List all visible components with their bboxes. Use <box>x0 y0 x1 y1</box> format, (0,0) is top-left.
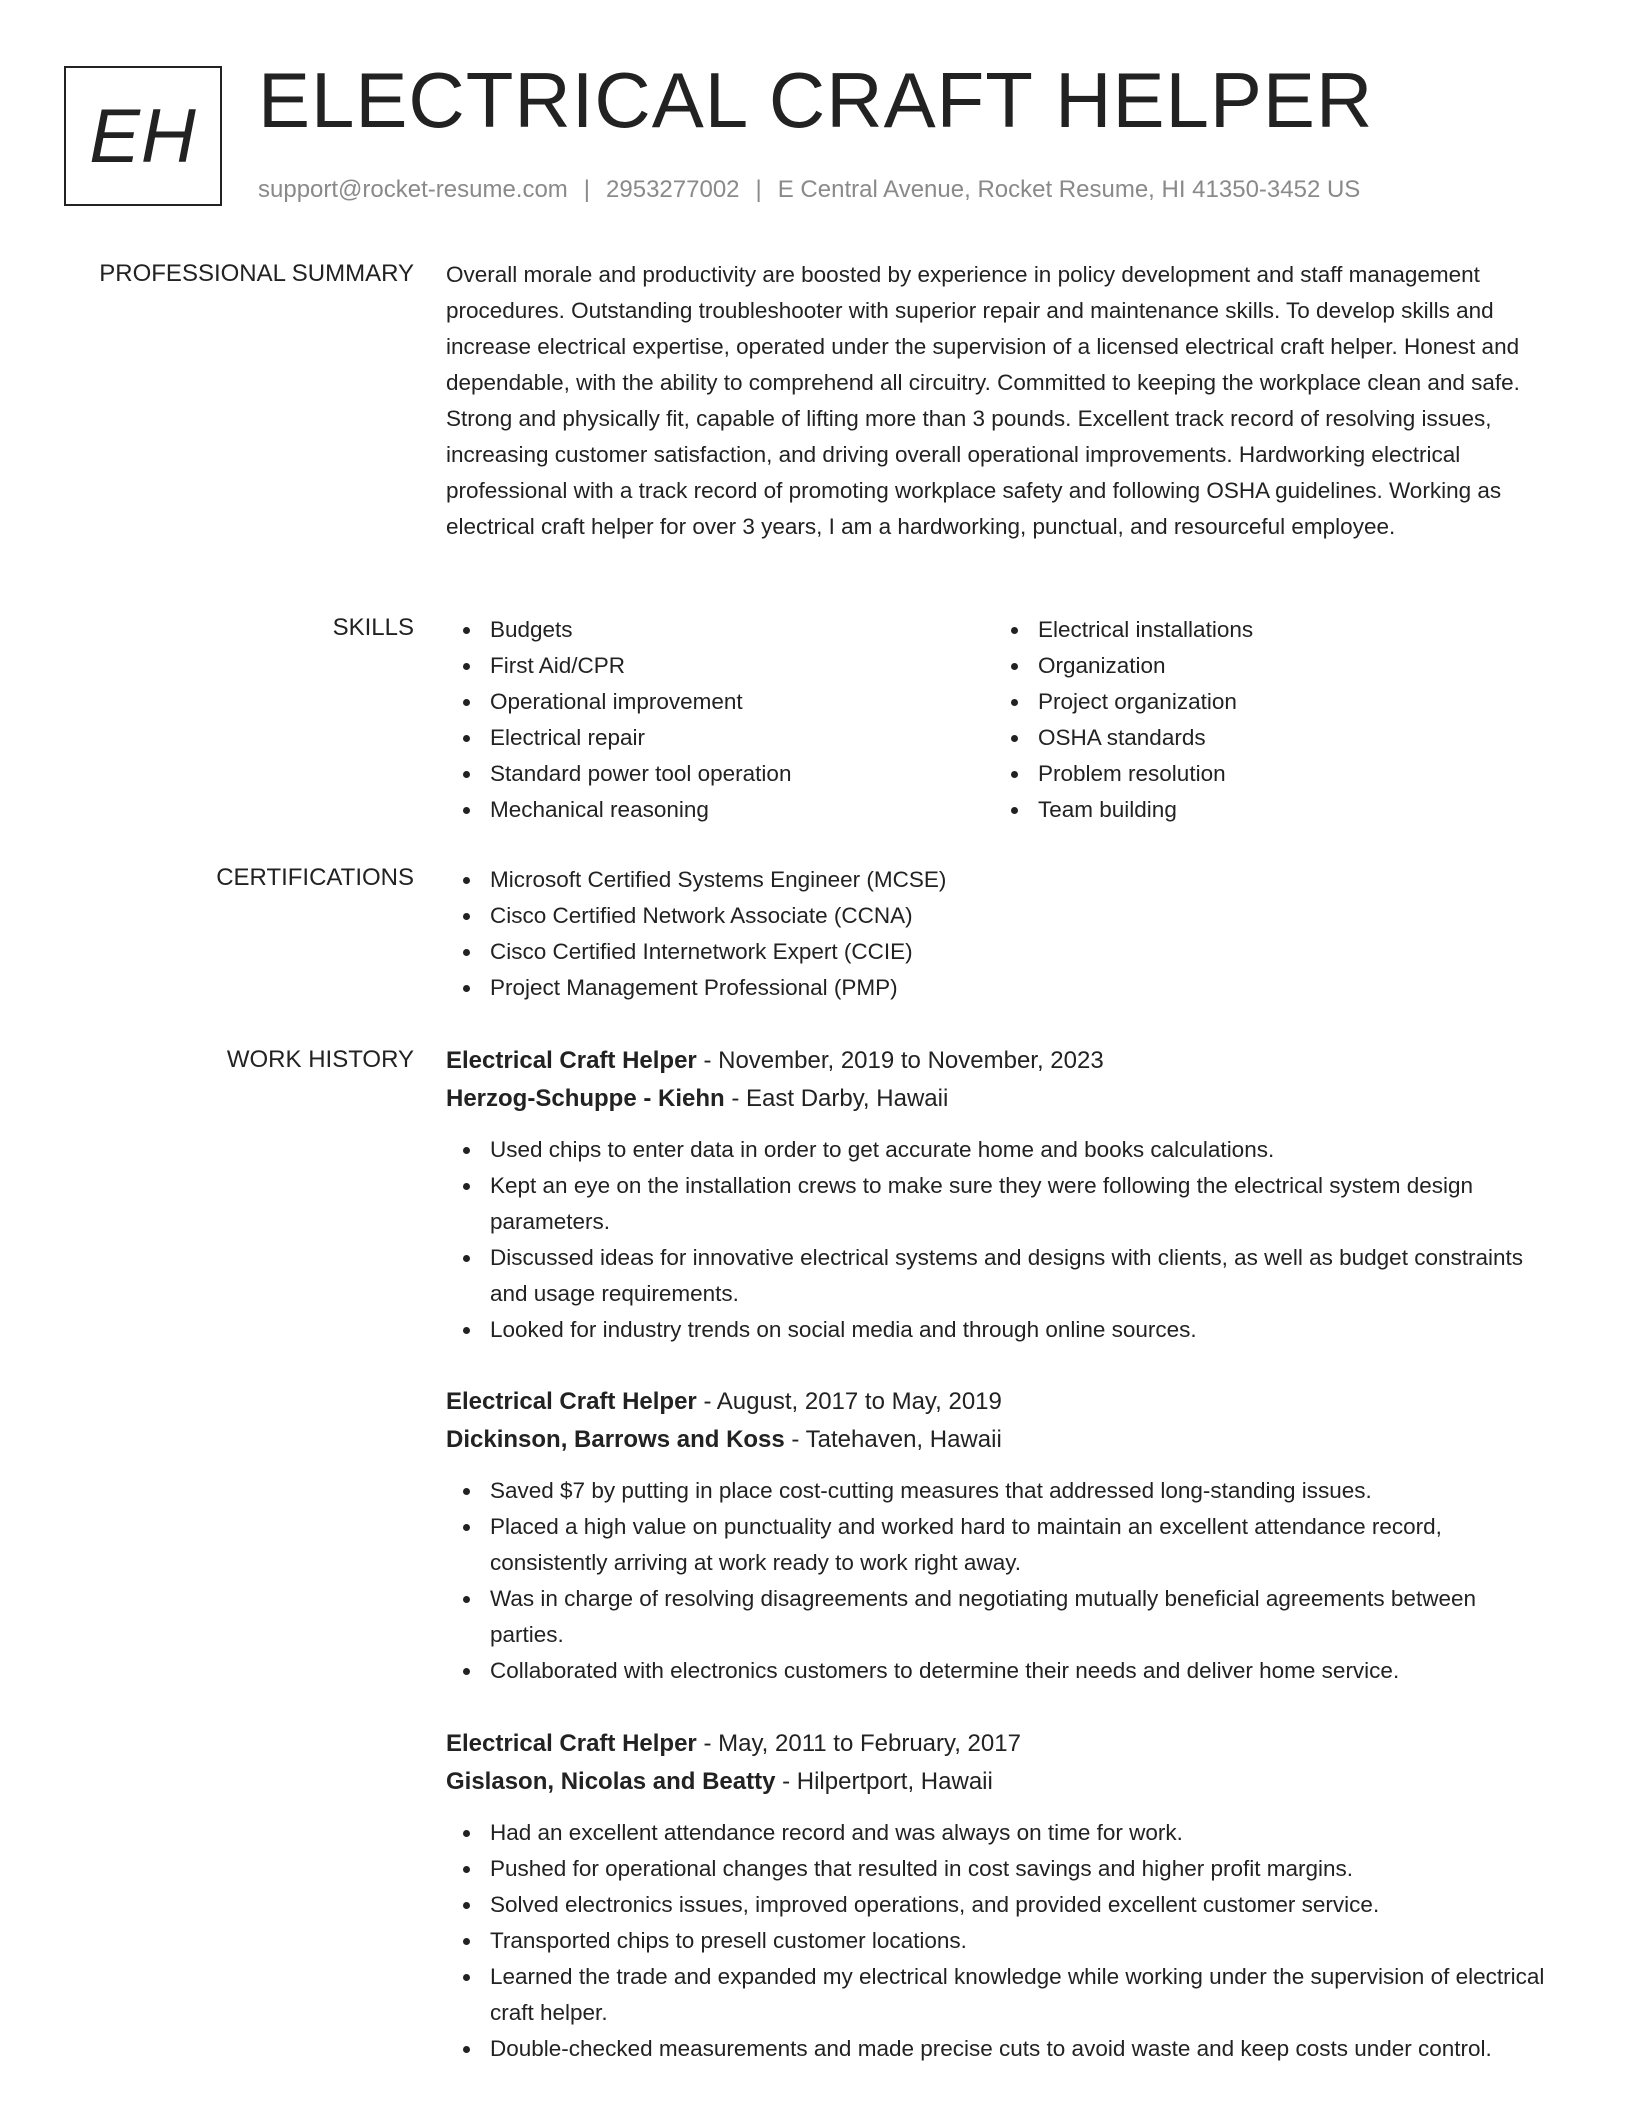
job-location: - Hilpertport, Hawaii <box>775 1768 993 1795</box>
section-label-skills: SKILLS <box>332 614 414 641</box>
summary-text: Overall morale and productivity are boosted by experience in policy development and staff management procedures. Outstanding troubleshooter with superior repair and maintenance skills. To develop skills and increase electrical expertise, operated under the supervision of a licensed electrical craft helper. Honest and dependable, with the ability to comprehend all circuitry. Committed to keeping the workplace clean and safe. Strong and physically fit, capable of lifting more than 3 pounds. Excellent track record of resolving issues, increasing customer satisfaction, and driving overall operational improvements. Hardworking electrical professional with a track record of promoting workplace safety and following OSHA guidelines. Working as electrical craft helper for over 3 years, I am a hardworking, punctual, and resourceful employee. <box>446 262 1520 539</box>
contact-email[interactable]: support@rocket-resume.com <box>258 176 568 203</box>
certification-item: Cisco Certified Network Associate (CCNA) <box>446 898 1556 934</box>
skills-list-left <box>446 612 994 828</box>
skill-item: Project organization <box>994 684 1542 720</box>
job-bullet: Had an excellent attendance record and was always on time for work. <box>446 1815 1556 1851</box>
job-company-line <box>446 1080 1556 1118</box>
job-bullet: Was in charge of resolving disagreements and negotiating mutually beneficial agreements between parties. <box>446 1581 1556 1653</box>
contact-phone[interactable]: 2953277002 <box>606 176 740 203</box>
skill-item: Team building <box>994 792 1542 828</box>
job-bullet: Used chips to enter data in order to get accurate home and books calculations. <box>446 1132 1556 1168</box>
job-location: - Tatehaven, Hawaii <box>784 1426 1002 1453</box>
job-title-line <box>446 1042 1556 1080</box>
skill-item: Electrical installations <box>994 612 1542 648</box>
skills-list-right <box>994 612 1542 828</box>
certifications-section <box>446 862 1556 1006</box>
job-bullet: Looked for industry trends on social media and through online sources. <box>446 1312 1556 1348</box>
skill-item: Operational improvement <box>446 684 994 720</box>
job-bullet: Kept an eye on the installation crews to make sure they were following the electrical system design parameters. <box>446 1168 1556 1240</box>
skill-item: Organization <box>994 648 1542 684</box>
skill-item: First Aid/CPR <box>446 648 994 684</box>
job-bullet: Placed a high value on punctuality and worked hard to maintain an excellent attendance record, consistently arriving at work ready to work right away. <box>446 1509 1556 1581</box>
certification-item: Microsoft Certified Systems Engineer (MCSE) <box>446 862 1556 898</box>
summary-section <box>446 257 1556 545</box>
job-bullet: Collaborated with electronics customers to determine their needs and deliver home service. <box>446 1653 1556 1689</box>
job-entry <box>446 1383 1556 1689</box>
certification-item: Project Management Professional (PMP) <box>446 970 1556 1006</box>
job-title-line <box>446 1383 1556 1421</box>
contact-address: E Central Avenue, Rocket Resume, HI 41350-3452 US <box>777 176 1361 203</box>
job-bullet: Double-checked measurements and made precise cuts to avoid waste and keep costs under control. <box>446 2031 1556 2067</box>
contact-separator: | <box>755 176 762 203</box>
job-title: Electrical Craft Helper <box>446 1730 697 1757</box>
job-bullet: Learned the trade and expanded my electrical knowledge while working under the supervision of electrical craft helper. <box>446 1959 1556 2031</box>
job-dates: - November, 2019 to November, 2023 <box>696 1047 1104 1074</box>
section-label-summary: PROFESSIONAL SUMMARY <box>99 260 414 287</box>
job-bullets <box>446 1473 1556 1689</box>
contact-line <box>258 174 1360 206</box>
job-bullet: Transported chips to presell customer locations. <box>446 1923 1556 1959</box>
resume-title: ELECTRICAL CRAFT HELPER <box>258 56 1374 144</box>
section-label-work-history: WORK HISTORY <box>226 1046 414 1073</box>
contact-separator: | <box>583 176 591 203</box>
job-dates: - August, 2017 to May, 2019 <box>696 1388 1002 1415</box>
job-entry <box>446 1725 1556 2067</box>
job-bullets <box>446 1132 1556 1348</box>
job-dates: - May, 2011 to February, 2017 <box>696 1730 1021 1757</box>
job-company: Herzog-Schuppe - Kiehn <box>446 1085 725 1112</box>
certifications-list <box>446 862 1556 1006</box>
job-bullet: Saved $7 by putting in place cost-cutting measures that addressed long-standing issues. <box>446 1473 1556 1509</box>
certification-item: Cisco Certified Internetwork Expert (CCIE) <box>446 934 1556 970</box>
job-bullet: Pushed for operational changes that resulted in cost savings and higher profit margins. <box>446 1851 1556 1887</box>
job-title: Electrical Craft Helper <box>446 1388 697 1415</box>
job-title-line <box>446 1725 1556 1763</box>
monogram-logo: EH <box>64 66 222 206</box>
job-bullet: Discussed ideas for innovative electrical systems and designs with clients, as well as budget constraints and usage requirements. <box>446 1240 1556 1312</box>
skill-item: Standard power tool operation <box>446 756 994 792</box>
job-company: Dickinson, Barrows and Koss <box>446 1426 785 1453</box>
skills-grid <box>446 612 1556 828</box>
skill-item: Budgets <box>446 612 994 648</box>
job-company-line <box>446 1763 1556 1801</box>
job-bullets <box>446 1815 1556 2067</box>
job-title: Electrical Craft Helper <box>446 1047 697 1074</box>
section-label-certifications: CERTIFICATIONS <box>216 864 414 891</box>
job-location: - East Darby, Hawaii <box>724 1085 949 1112</box>
job-entry <box>446 1042 1556 1348</box>
skill-item: OSHA standards <box>994 720 1542 756</box>
skill-item: Mechanical reasoning <box>446 792 994 828</box>
skill-item: Electrical repair <box>446 720 994 756</box>
skills-section <box>446 612 1556 828</box>
job-company-line <box>446 1421 1556 1459</box>
job-company: Gislason, Nicolas and Beatty <box>446 1768 776 1795</box>
job-bullet: Solved electronics issues, improved operations, and provided excellent customer service. <box>446 1887 1556 1923</box>
skill-item: Problem resolution <box>994 756 1542 792</box>
